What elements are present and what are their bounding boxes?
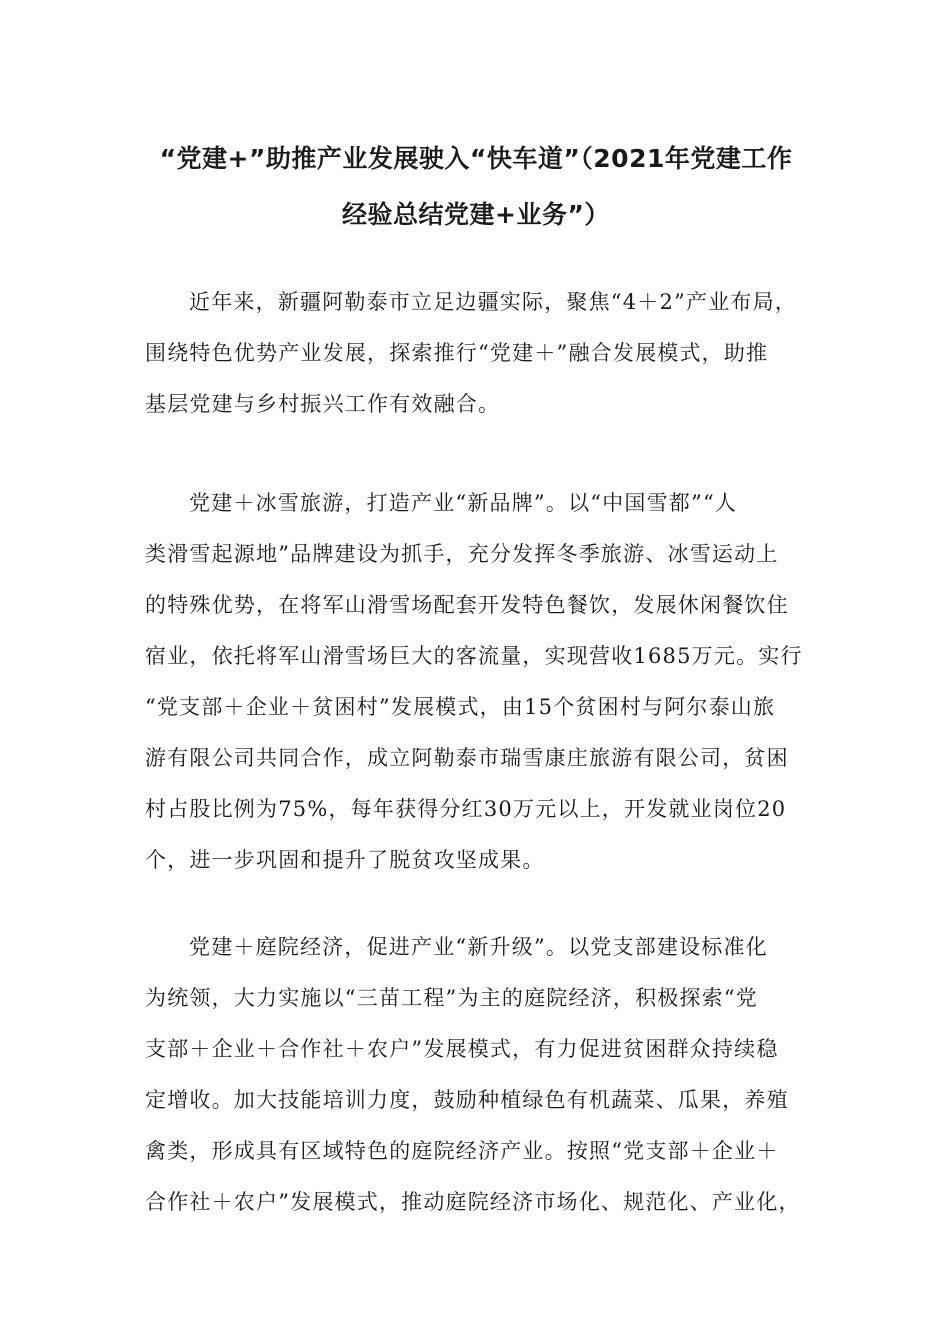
title-line: 经验总结党建+业务”） [342,200,610,229]
text-line: 定增收。加大技能培训力度，鼓励种植绿色有机蔬菜、瓜果，养殖 [145,1088,789,1112]
text-line: 个，进一步巩固和提升了脱贫攻坚成果。 [145,848,545,872]
text-line: 基层党建与乡村振兴工作有效融合。 [145,392,501,416]
text-line: 为统领，大力实施以“三苗工程”为主的庭院经济，积极探索“党 [145,986,759,1010]
paragraph-intro [145,277,805,430]
text-line: 宿业，依托将军山滑雪场巨大的客流量，实现营收1685万元。实行 [145,644,803,668]
paragraph-courtyard-economy [145,922,805,1228]
paragraph-ice-snow-tourism [145,478,805,886]
title-line: “党建+”助推产业发展驶入“快车道”（2021年党建工作 [159,144,793,173]
text-line: 围绕特色优势产业发展，探索推行“党建＋”融合发展模式，助推 [145,341,769,365]
text-line: 的特殊优势，在将军山滑雪场配套开发特色餐饮，发展休闲餐饮住 [145,593,789,617]
text-line: 游有限公司共同合作，成立阿勒泰市瑞雪康庄旅游有限公司，贫困 [145,746,789,770]
text-line: 近年来，新疆阿勒泰市立足边疆实际，聚焦“4＋2”产业布局， [189,290,797,314]
document-title [120,131,832,243]
text-line: 合作社＋农户”发展模式，推动庭院经济市场化、规范化、产业化， [145,1190,801,1214]
text-line: 党建＋庭院经济，促进产业“新升级”。以党支部建设标准化 [189,935,768,959]
text-line: 村占股比例为75%，每年获得分红30万元以上，开发就业岗位20 [145,797,787,821]
text-line: “党支部＋企业＋贫困村”发展模式，由15个贫困村与阿尔泰山旅 [145,695,776,719]
text-line: 党建＋冰雪旅游，打造产业“新品牌”。以“中国雪都”“人 [189,491,738,515]
text-line: 支部＋企业＋合作社＋农户”发展模式，有力促进贫困群众持续稳 [145,1037,779,1061]
text-line: 禽类，形成具有区域特色的庭院经济产业。按照“党支部＋企业＋ [145,1139,779,1163]
text-line: 类滑雪起源地”品牌建设为抓手，充分发挥冬季旅游、冰雪运动上 [145,542,779,566]
